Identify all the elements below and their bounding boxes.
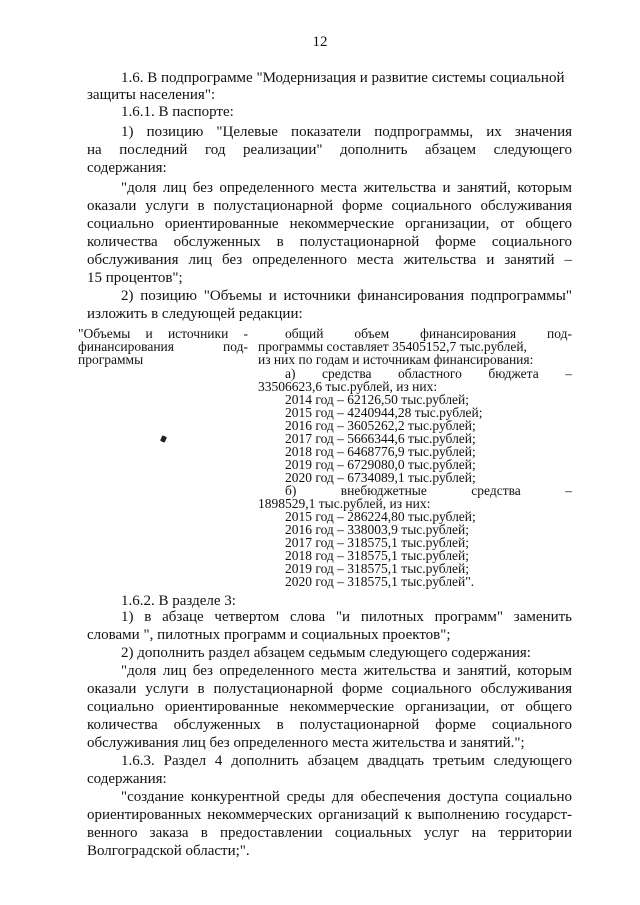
- table-right-line: общий объем финансирования под-: [285, 326, 572, 341]
- text-line: 2) дополнить раздел абзацем седьмым следующего содержания:: [121, 645, 531, 661]
- table-right-line: а) средства областного бюджета –: [285, 366, 572, 381]
- text-line: 1.6.2. В разделе 3:: [121, 593, 236, 609]
- table-right-line: 1898529,1 тыс.рублей, из них:: [258, 496, 431, 511]
- text-line: количества обслуженных в полустационарной форме социального: [87, 234, 572, 250]
- text-line: "доля лиц без определенного места жительства и занятий, которым: [121, 663, 572, 679]
- text-line: оказали услуги в полустационарной форме социального обслуживания: [87, 681, 572, 697]
- table-right-line: 2016 год – 338003,9 тыс.рублей;: [285, 522, 470, 537]
- table-right-line: 2015 год – 286224,80 тыс.рублей;: [285, 509, 476, 524]
- page-number: 12: [312, 34, 328, 50]
- text-line: обслуживания лиц без определенного места жительства и занятий –: [87, 252, 572, 268]
- table-right-line: из них по годам и источникам финансирования:: [258, 352, 534, 367]
- table-right-line: 2018 год – 318575,1 тыс.рублей;: [285, 548, 470, 563]
- text-line: обслуживания лиц без определенного места жительства и занятий.";: [87, 735, 525, 751]
- text-line: 15 процентов";: [87, 270, 183, 286]
- table-left-line: "Объемы и источники -: [78, 326, 248, 341]
- text-line: 2) позицию "Объемы и источники финансирования подпрограммы": [121, 288, 572, 304]
- text-line: на последний год реализации" дополнить абзацем следующего: [87, 142, 572, 158]
- text-line: 1.6.3. Раздел 4 дополнить абзацем двадцать третьим следующего: [121, 753, 572, 769]
- table-right-line: 2015 год – 4240944,28 тыс.рублей;: [285, 405, 483, 420]
- text-line: "создание конкурентной среды для обеспечения доступа социально: [121, 789, 572, 805]
- text-line: социально ориентированные некоммерческие организации, от общего: [87, 216, 572, 232]
- table-right-line: 2017 год – 5666344,6 тыс.рублей;: [285, 431, 476, 446]
- text-line: 1) в абзаце четвертом слова "и пилотных программ" заменить: [121, 609, 572, 625]
- text-line: ориентированных некоммерческих организаций к выполнению государст-: [87, 807, 572, 823]
- table-left-line: программы: [78, 352, 144, 367]
- text-line: венного заказа в предоставлении социальных услуг на территории: [87, 825, 572, 841]
- text-line: защиты населения":: [87, 87, 216, 103]
- text-line: содержания:: [87, 771, 167, 787]
- table-right-line: 2020 год – 6734089,1 тыс.рублей;: [285, 470, 476, 485]
- text-line: содержания:: [87, 160, 167, 176]
- table-right-line: 2019 год – 318575,1 тыс.рублей;: [285, 561, 470, 576]
- table-right-line: 2017 год – 318575,1 тыс.рублей;: [285, 535, 470, 550]
- text-line: словами ", пилотных программ и социальных проектов";: [87, 627, 451, 643]
- table-right-line: 2016 год – 3605262,2 тыс.рублей;: [285, 418, 476, 433]
- text-line: изложить в следующей редакции:: [87, 306, 303, 322]
- text-line: 1.6. В подпрограмме "Модернизация и развитие системы социальной: [121, 70, 565, 86]
- table-right-line: 2014 год – 62126,50 тыс.рублей;: [285, 392, 470, 407]
- table-right-line: 33506623,6 тыс.рублей, из них:: [258, 379, 438, 394]
- table-left-line: финансирования под-: [78, 339, 248, 354]
- text-line: 1.6.1. В паспорте:: [121, 104, 234, 120]
- text-line: 1) позицию "Целевые показатели подпрограммы, их значения: [121, 124, 572, 140]
- table-right-line: 2019 год – 6729080,0 тыс.рублей;: [285, 457, 476, 472]
- text-line: социально ориентированные некоммерческие организации, от общего: [87, 699, 572, 715]
- text-line: количества обслуженных в полустационарной форме социального: [87, 717, 572, 733]
- text-line: Волгоградской области;".: [87, 843, 250, 859]
- table-right-line: программы составляет 35405152,7 тыс.рублей,: [258, 339, 527, 354]
- scan-mark: [160, 435, 167, 443]
- text-line: "доля лиц без определенного места жительства и занятий, которым: [121, 180, 572, 196]
- table-right-line: б) внебюджетные средства –: [285, 483, 572, 498]
- table-right-line: 2020 год – 318575,1 тыс.рублей".: [285, 574, 475, 589]
- text-line: оказали услуги в полустационарной форме социального обслуживания: [87, 198, 572, 214]
- table-right-line: 2018 год – 6468776,9 тыс.рублей;: [285, 444, 476, 459]
